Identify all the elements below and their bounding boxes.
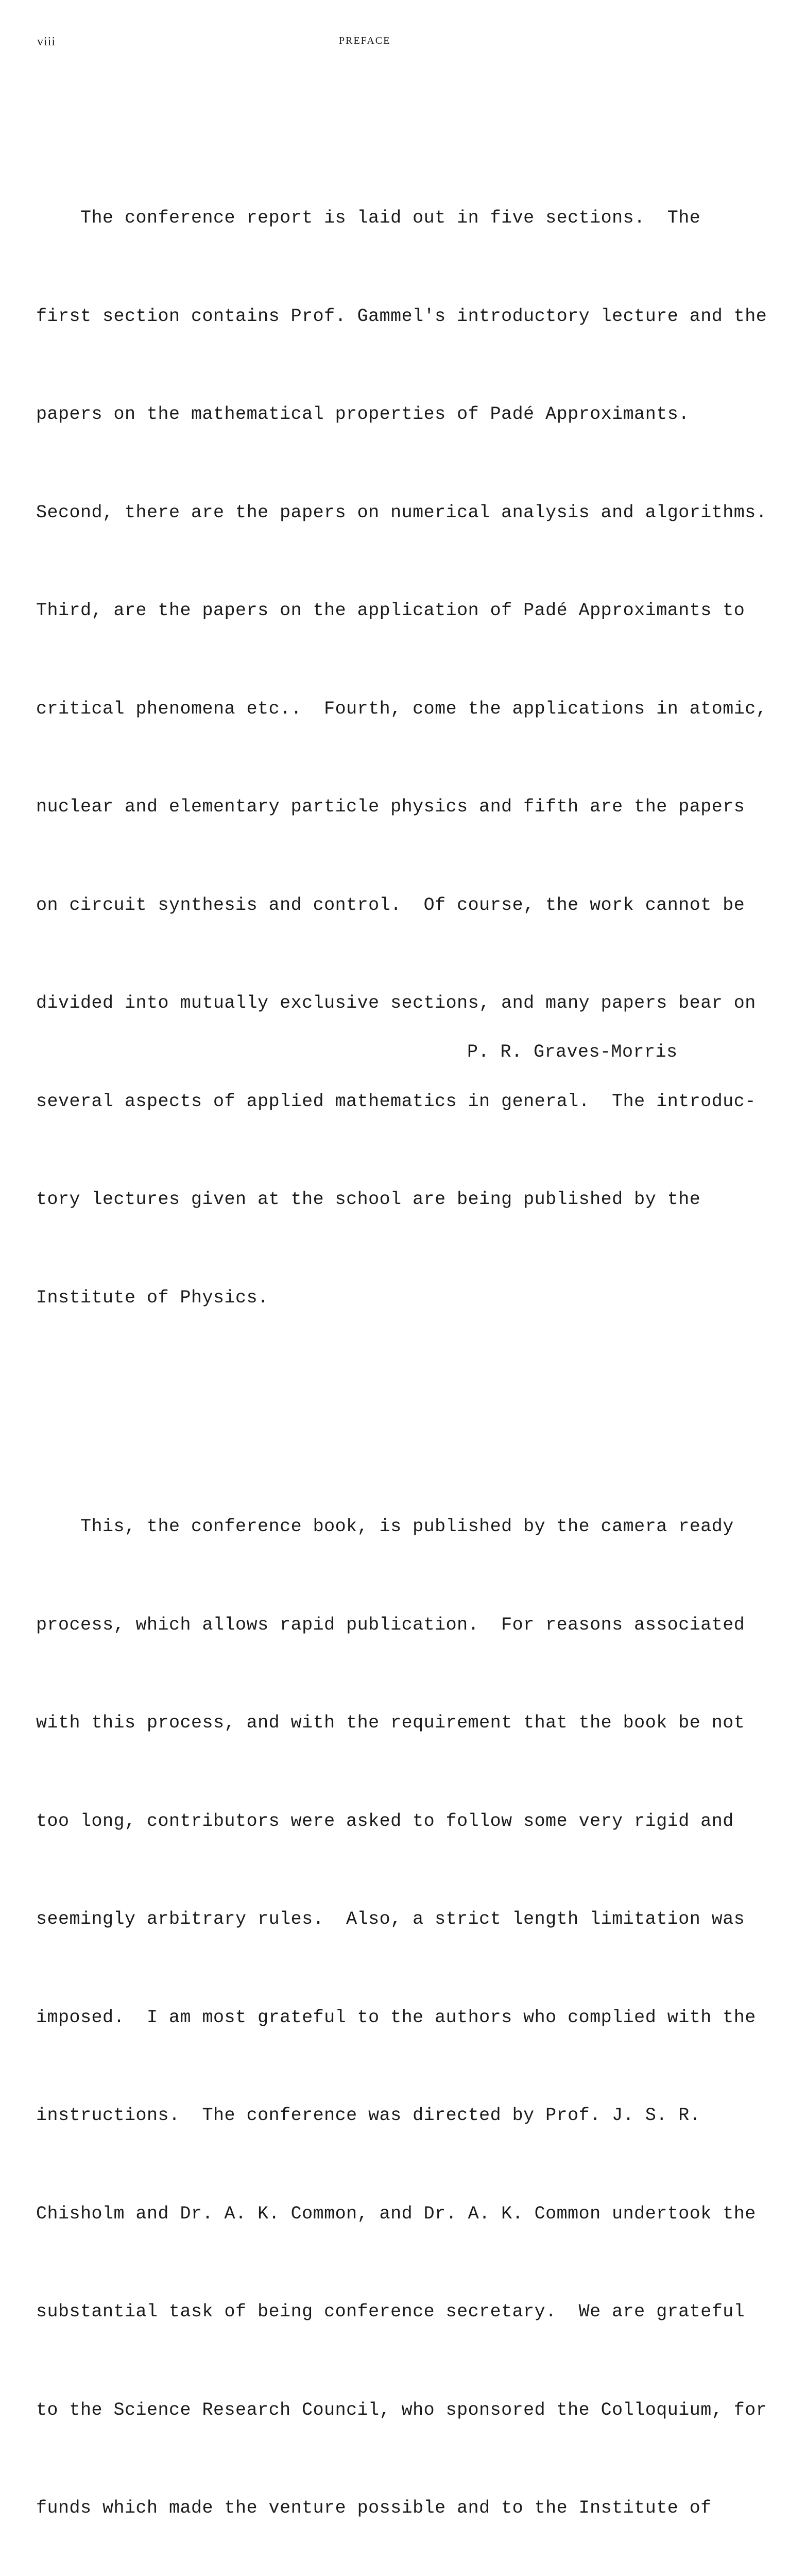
text-line: The conference report is laid out in five sections. The <box>36 208 701 228</box>
text-line: critical phenomena etc.. Fourth, come the applications in atomic, <box>36 698 767 719</box>
text-line: Third, are the papers on the application of Padé Approximants to <box>36 600 745 621</box>
text-line: process, which allows rapid publication. For reasons associated <box>36 1614 745 1635</box>
text-line: Institute of Physics. <box>36 1287 269 1308</box>
text-line: to the Science Research Council, who sponsored the Colloquium, for <box>36 2399 767 2420</box>
text-line: papers on the mathematical properties of Padé Approximants. <box>36 404 690 425</box>
author-signature: P. R. Graves-Morris <box>467 1042 678 1062</box>
text-line: imposed. I am most grateful to the authors who complied with the <box>36 2007 756 2028</box>
text-line: too long, contributors were asked to follow some very rigid and <box>36 1810 734 1832</box>
text-line: on circuit synthesis and control. Of course, the work cannot be <box>36 894 745 916</box>
page-number: viii <box>37 35 56 48</box>
running-head: PREFACE <box>339 35 391 46</box>
text-line: nuclear and elementary particle physics and fifth are the papers <box>36 796 745 817</box>
preface-body <box>36 71 767 2576</box>
text-line: tory lectures given at the school are being published by the <box>36 1189 701 1210</box>
text-line: seemingly arbitrary rules. Also, a strict length limitation was <box>36 1909 745 1929</box>
page-header <box>0 35 789 50</box>
text-line: with this process, and with the requirement that the book be not <box>36 1713 745 1733</box>
text-line: instructions. The conference was directed by Prof. J. S. R. <box>36 2105 701 2126</box>
text-line: Second, there are the papers on numerical analysis and algorithms. <box>36 502 767 523</box>
text-line: funds which made the venture possible and to the Institute of <box>36 2498 712 2518</box>
paragraph <box>36 1445 767 2576</box>
text-line: This, the conference book, is published by the camera ready <box>36 1516 734 1537</box>
text-line: first section contains Prof. Gammel's introductory lecture and the <box>36 306 767 327</box>
text-line: substantial task of being conference secretary. We are grateful <box>36 2301 745 2322</box>
text-line: divided into mutually exclusive sections, and many papers bear on <box>36 993 756 1013</box>
paragraph <box>36 137 767 1380</box>
text-line: Chisholm and Dr. A. K. Common, and Dr. A. K. Common undertook the <box>36 2203 756 2224</box>
text-line: several aspects of applied mathematics in general. The introduc- <box>36 1091 756 1112</box>
